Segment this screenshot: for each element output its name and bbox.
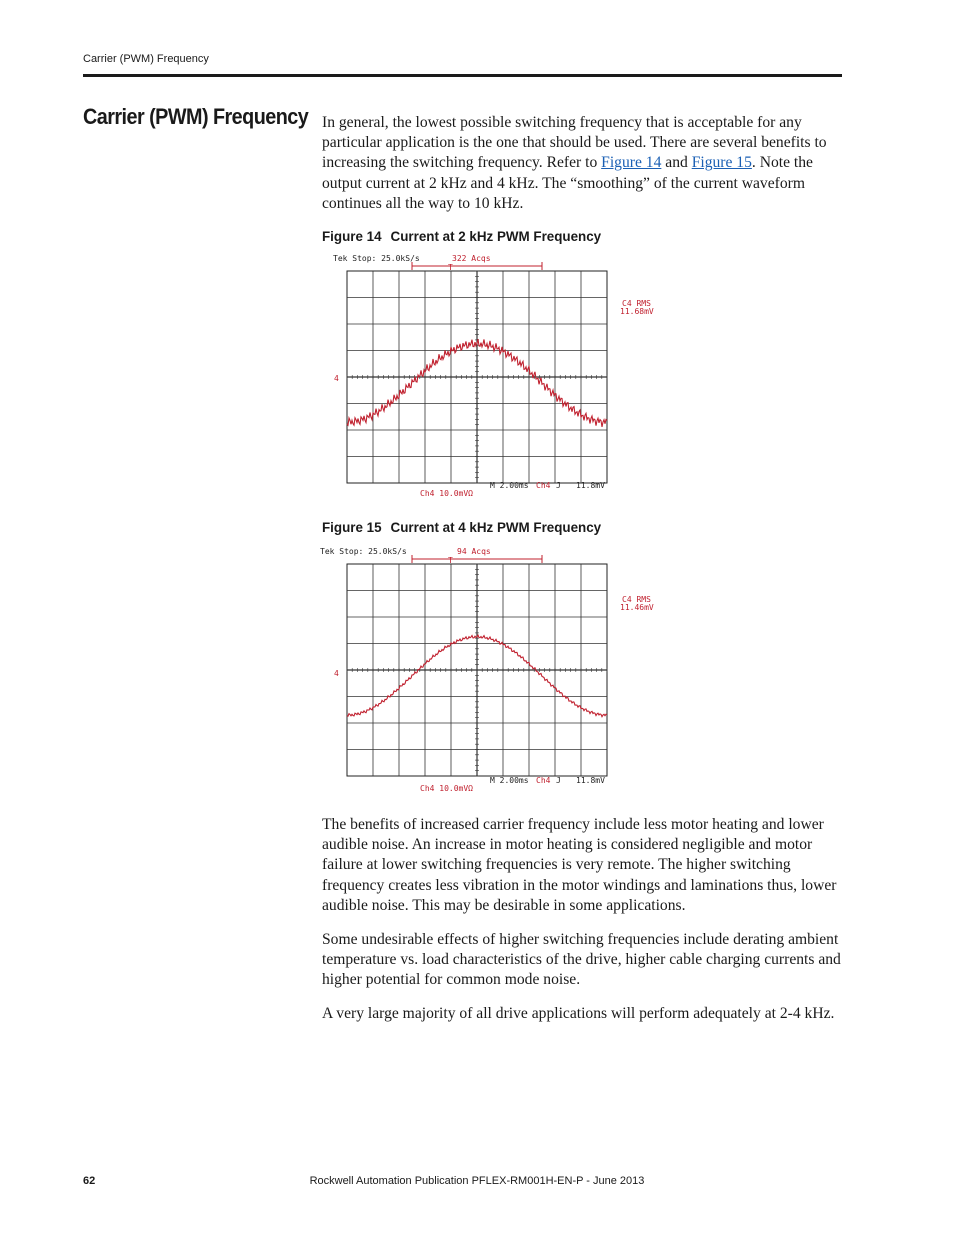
intro-paragraph	[322, 113, 844, 214]
header-rule	[83, 74, 842, 77]
figure-14-number: Figure 14	[322, 229, 382, 244]
rms-label: C4 RMS	[622, 299, 651, 308]
figure-14-caption	[322, 229, 601, 244]
figure-15-caption	[322, 520, 601, 535]
figure-15-oscilloscope	[320, 543, 670, 793]
channel-marker: 4	[334, 669, 339, 678]
channel-scale: Ch4 10.0mVΩ	[420, 489, 473, 498]
trigger-level: 11.8mV	[576, 776, 605, 785]
scope-status: Tek Stop: 25.0kS/s	[320, 547, 407, 556]
acq-count: 94 Acqs	[457, 547, 491, 556]
figure-14-link[interactable]: Figure 14	[601, 154, 662, 172]
rms-value: 11.68mV	[620, 307, 654, 316]
acq-count: 322 Acqs	[452, 254, 491, 263]
figure-14-oscilloscope	[330, 250, 670, 500]
running-header: Carrier (PWM) Frequency	[83, 53, 209, 65]
trigger-slope: J	[556, 776, 561, 785]
section-title: Carrier (PWM) Frequency	[83, 104, 309, 129]
trigger-slope: J	[556, 481, 561, 490]
body-paragraph-3: A very large majority of all drive applications will perform adequately at 2-4 kHz.	[322, 1005, 835, 1022]
scope-status: Tek Stop: 25.0kS/s	[333, 254, 420, 263]
oscilloscope-plot-15	[320, 543, 670, 793]
trigger-source: Ch4	[536, 776, 551, 785]
page-number: 62	[83, 1175, 96, 1187]
scope-grid	[347, 564, 607, 776]
figure-15-link[interactable]: Figure 15	[691, 154, 752, 172]
rms-value: 11.46mV	[620, 603, 654, 612]
body-paragraph-1: The benefits of increased carrier frequency include less motor heating and lower audible noise. An increase in motor heating is considered negligible and motor failure at lower switching frequencies is very remote. The higher switching frequency creates less vibration in the motor windings and laminations thus, lower audible noise. This may be desirable in some applications.	[322, 816, 837, 914]
trigger-marker: T	[448, 263, 453, 272]
trigger-marker: T	[448, 556, 453, 565]
timebase: M 2.00ms	[490, 776, 529, 785]
intro-text-a: In general, the lowest possible switching frequency that is acceptable for any particular application is the one that should be used. There are several benefits to increasing the switching frequency. Refer to	[322, 114, 827, 172]
intro-text-b: and	[661, 154, 692, 172]
figure-15-number: Figure 15	[322, 520, 382, 535]
channel-marker: 4	[334, 374, 339, 383]
trigger-level: 11.8mV	[576, 481, 605, 490]
body-paragraph-2: Some undesirable effects of higher switching frequencies include derating ambient temperature vs. load characteristics of the drive, higher cable charging currents and higher potential for common mode noise.	[322, 931, 841, 989]
channel-scale: Ch4 10.0mVΩ	[420, 784, 473, 793]
timebase: M 2.00ms	[490, 481, 529, 490]
rms-label: C4 RMS	[622, 595, 651, 604]
figure-14-title: Current at 2 kHz PWM Frequency	[390, 229, 602, 244]
oscilloscope-plot-14	[330, 250, 670, 500]
scope-grid	[347, 271, 607, 483]
figure-15-title: Current at 4 kHz PWM Frequency	[390, 520, 602, 535]
intro-text-c: . Note the output current at 2 kHz and 4 kHz. The “smoothing” of the current waveform continues all the way to 10 kHz.	[322, 154, 813, 212]
publication-info: Rockwell Automation Publication PFLEX-RM001H-EN-P - June 2013	[309, 1175, 645, 1187]
trigger-source: Ch4	[536, 481, 551, 490]
